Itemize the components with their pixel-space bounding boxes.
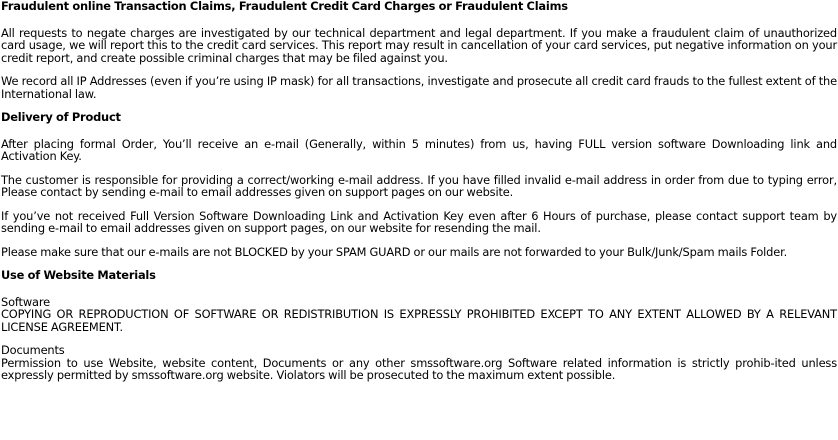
documents-paragraph: Permission to use Website, website content, Documents or any other smssoftware.org Software related information is strictly prohib-ited unless expressly permitted by smssoftware.org website. Violators will be prosecuted to the maximum extent possible. bbox=[1, 355, 837, 382]
documents-label: Documents bbox=[1, 343, 65, 357]
delivery-paragraph-2: The customer is responsible for providing a correct/working e-mail address. If you have filled invalid e-mail address in order from due to typing error, Please contact by sending e-mail to email addresses given on support pages on our website. bbox=[1, 172, 837, 199]
website-materials-heading: Use of Website Materials bbox=[1, 268, 156, 282]
delivery-heading: Delivery of Product bbox=[1, 110, 121, 124]
policy-document bbox=[1, 0, 837, 382]
fraud-claims-heading: Fraudulent online Transaction Claims, Fraudulent Credit Card Charges or Fraudulent Claims bbox=[1, 0, 568, 13]
software-paragraph: COPYING OR REPRODUCTION OF SOFTWARE OR REDISTRIBUTION IS EXPRESSLY PROHIBITED EXCEPT TO ANY EXTENT ALLOWED BY A RELEVANT LICENSE AGREEMENT. bbox=[1, 307, 837, 334]
delivery-paragraph-1: After placing formal Order, You’ll receive an e-mail (Generally, within 5 minutes) from us, having FULL version software Downloading link and Activation Key. bbox=[1, 136, 837, 163]
delivery-paragraph-3: If you’ve not received Full Version Software Downloading Link and Activation Key even after 6 Hours of purchase, please contact support team by sending e-mail to email addresses given on support pages, on our website for resending the mail. bbox=[1, 208, 837, 235]
fraud-claims-paragraph-2: We record all IP Addresses (even if you’re using IP mask) for all transactions, investigate and prosecute all credit card frauds to the fullest extent of the International law. bbox=[1, 74, 837, 101]
software-label: Software bbox=[1, 294, 51, 309]
fraud-claims-paragraph-1: All requests to negate charges are investigated by our technical department and legal department. If you make a fraudulent claim of unauthorized card usage, we will report this to the credit card services. This report may result in cancellation of your card services, put negative information on your credit report, and create possible criminal charges that may be filed against you. bbox=[1, 25, 837, 65]
delivery-paragraph-4: Please make sure that our e-mails are not BLOCKED by your SPAM GUARD or our mails are not forwarded to your Bulk/Junk/Spam mails Folder. bbox=[1, 244, 788, 259]
